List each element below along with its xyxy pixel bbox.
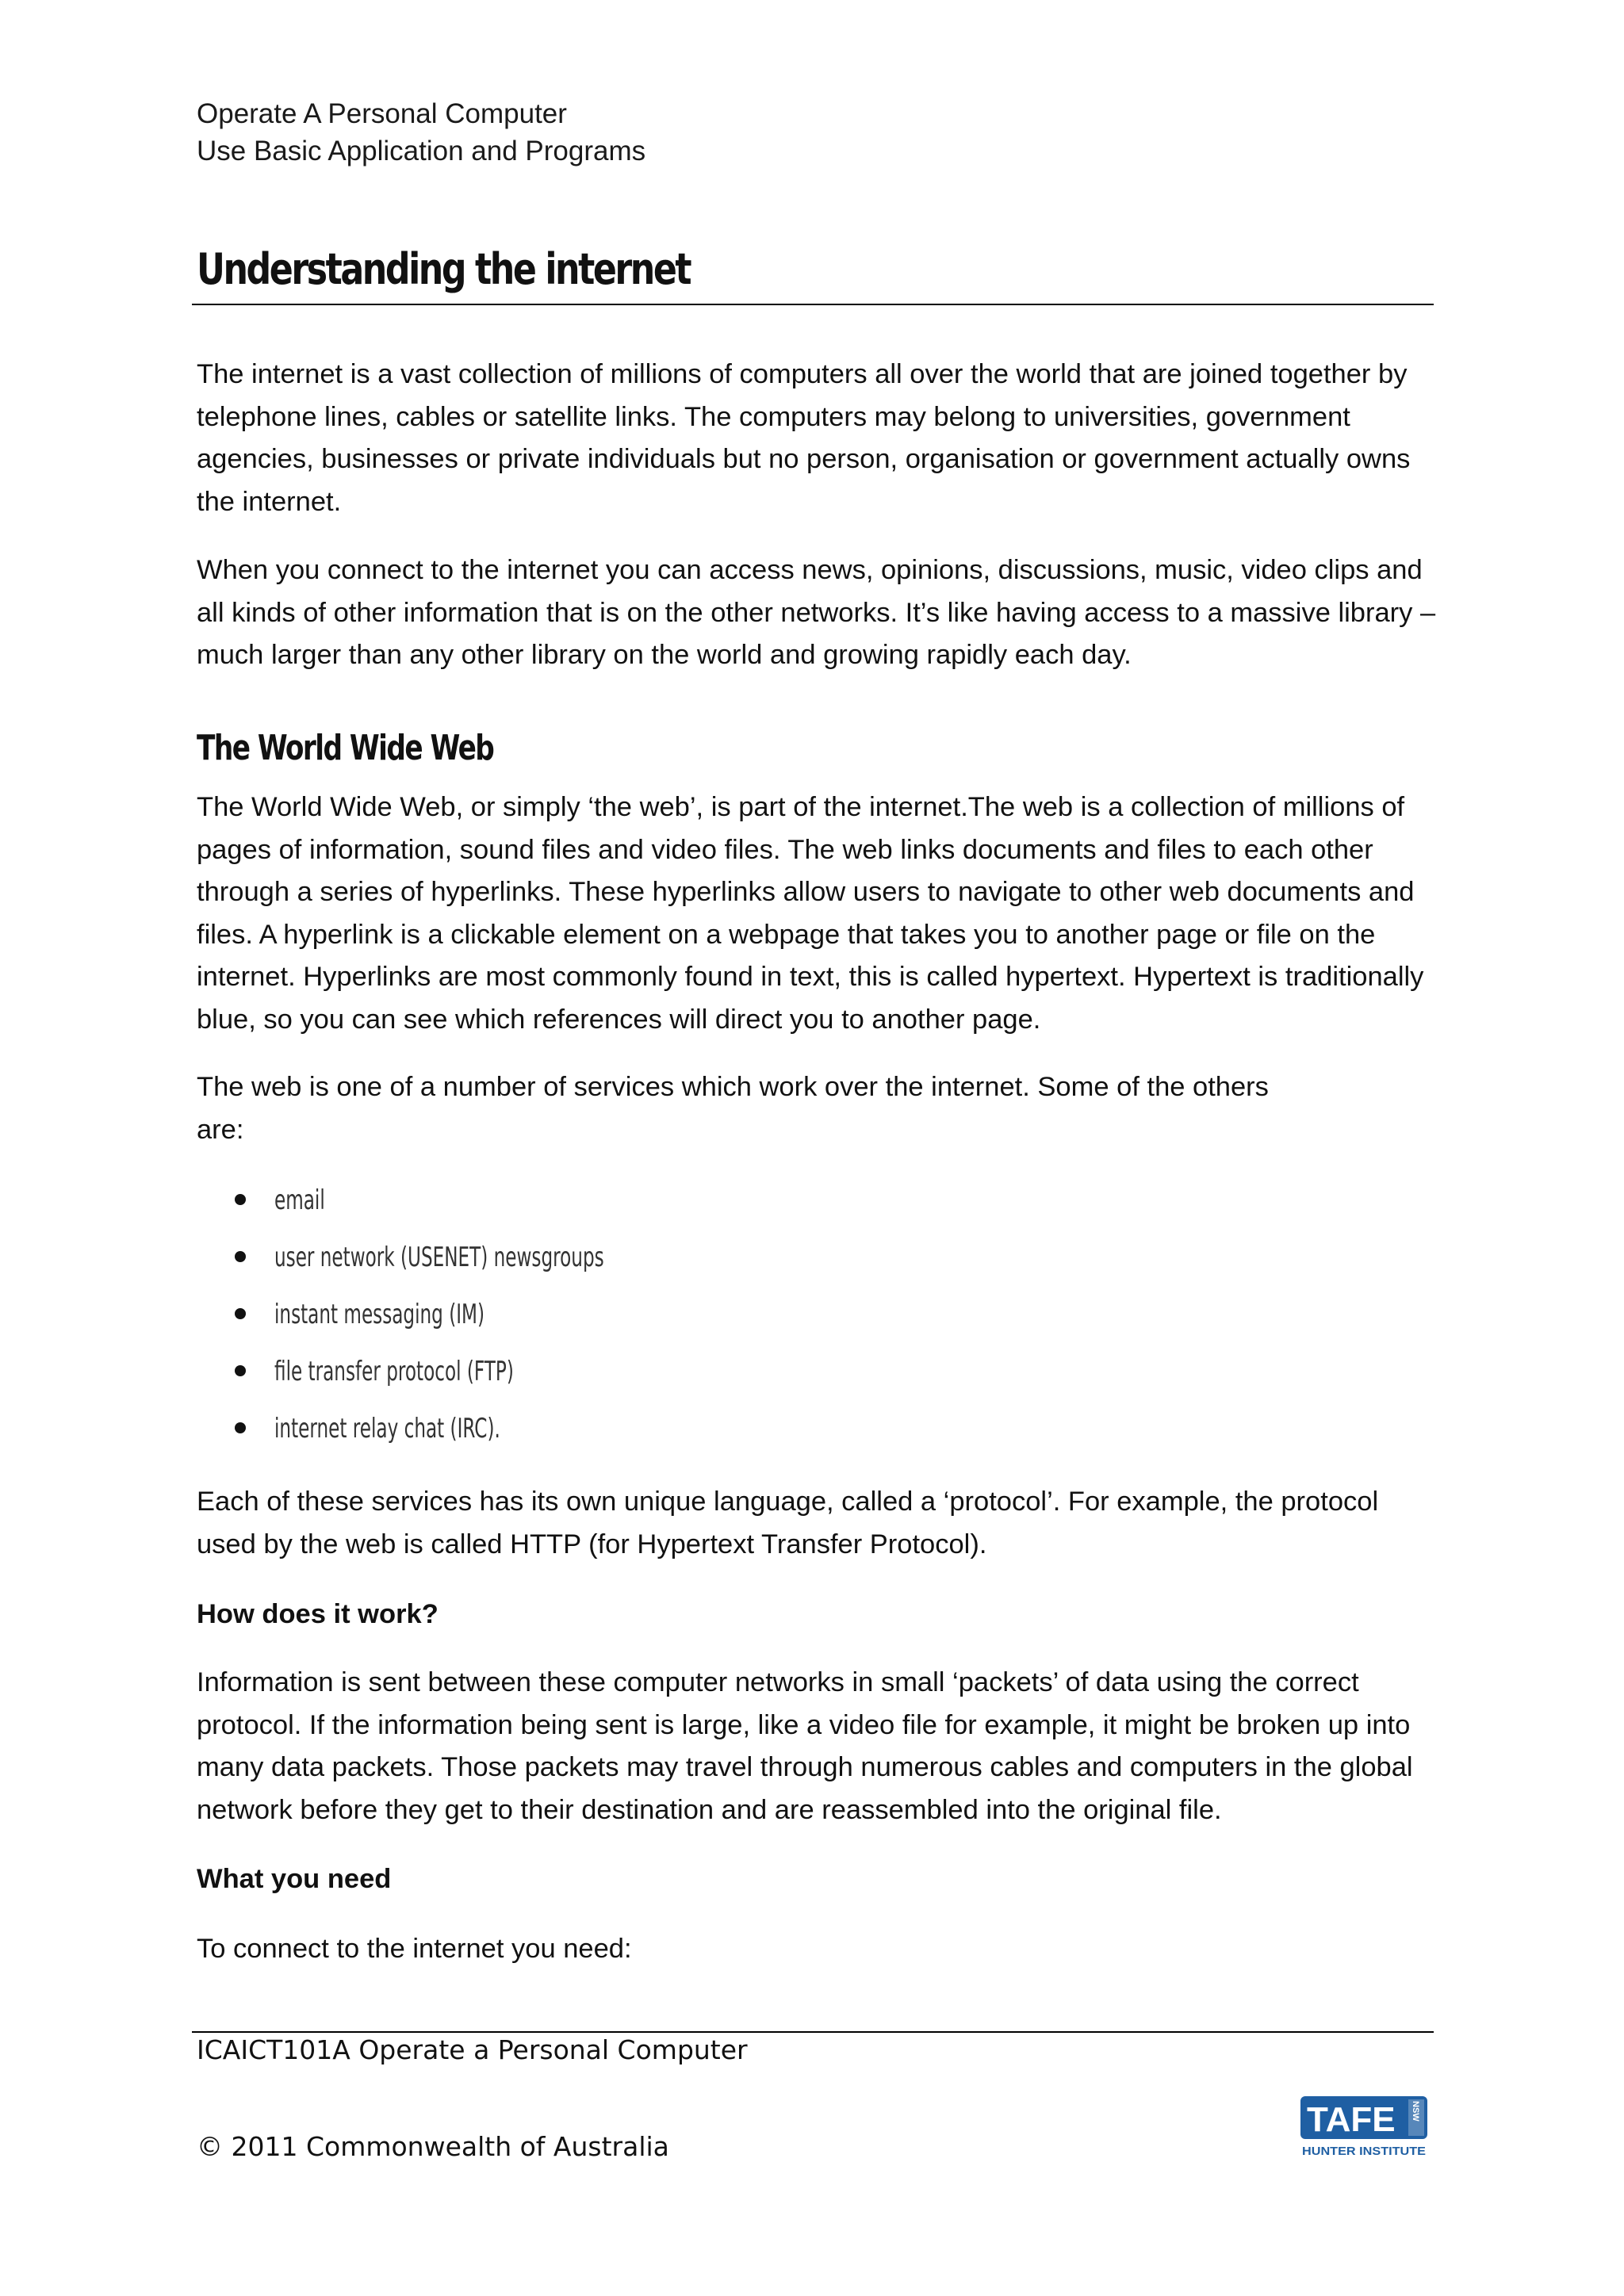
- bullet-icon: [235, 1365, 246, 1376]
- list-item-text: user network (USENET) newsgroups: [274, 1242, 604, 1273]
- bullet-icon: [235, 1308, 246, 1319]
- logo-main-text: TAFE: [1307, 2100, 1396, 2139]
- www-paragraph-3: Each of these services has its own unique language, called a ‘protocol’. For example, the protocol used by the web is called HTTP (for Hypertext Transfer Protocol).: [197, 1487, 1379, 1559]
- list-item-text: file transfer protocol (FTP): [274, 1356, 514, 1387]
- list-item: [235, 1406, 759, 1464]
- how-paragraph: Information is sent between these computer networks in small ‘packets’ of data using the correct protocol. If the information being sent is large, like a video file for example, it might be broken up into many data packets. Those packets may travel through numerous cables and computers in the global network before they get to their destination and are reassembled into the original file.: [197, 1667, 1413, 1825]
- list-item-text: internet relay chat (IRC).: [274, 1413, 500, 1445]
- need-paragraph: To connect to the internet you need:: [197, 1934, 632, 1964]
- intro-paragraph-1: The internet is a vast collection of millions of computers all over the world that are joined together by telephone lines, cables or satellite links. The computers may belong to universities, government agencies, businesses or private individuals but no person, organisation or government actually owns the internet.: [197, 359, 1411, 517]
- running-header: [197, 95, 645, 170]
- list-item: [235, 1349, 759, 1406]
- header-course-title: Operate A Personal Computer: [197, 98, 567, 129]
- footer-copyright: © 2011 Commonwealth of Australia: [197, 2131, 669, 2162]
- subheading-how-it-works: How does it work?: [197, 1599, 439, 1629]
- intro-paragraph-2: When you connect to the internet you can access news, opinions, discussions, music, video clips and all kinds of other information that is on the other networks. It’s like having access to a massive library – much larger than any other library on the world and growing rapidly each day.: [197, 555, 1436, 670]
- footer-course-code: ICAICT101A Operate a Personal Computer: [197, 2034, 748, 2065]
- list-item-text: email: [274, 1184, 325, 1216]
- bullet-icon: [235, 1422, 246, 1433]
- logo-side-text: NSW: [1411, 2101, 1420, 2122]
- subheading-what-you-need: What you need: [197, 1864, 392, 1894]
- bullet-icon: [235, 1194, 246, 1205]
- list-item-text: instant messaging (IM): [274, 1299, 485, 1330]
- tafe-logo: [1297, 2095, 1431, 2160]
- title-divider: [192, 304, 1434, 305]
- footer-divider: [192, 2031, 1434, 2033]
- page-title: Understanding the internet: [197, 244, 691, 294]
- section-heading-www: The World Wide Web: [197, 728, 494, 768]
- list-item: [235, 1235, 759, 1292]
- list-item: [235, 1292, 759, 1349]
- logo-subtitle: HUNTER INSTITUTE: [1302, 2145, 1426, 2158]
- list-item: [235, 1178, 759, 1235]
- www-paragraph-1: The World Wide Web, or simply ‘the web’, is part of the internet.The web is a collection of millions of pages of information, sound files and video files. The web links documents and files to each other through a series of hyperlinks. These hyperlinks allow users to navigate to other web documents and files. A hyperlink is a clickable element on a webpage that takes you to another page or file on the internet. Hyperlinks are most commonly found in text, this is called hypertext. Hypertext is traditionally blue, so you can see which references will direct you to another page.: [197, 792, 1424, 1035]
- www-paragraph-2: The web is one of a number of services which work over the internet. Some of the others are:: [197, 1072, 1269, 1145]
- bullet-icon: [235, 1251, 246, 1262]
- services-list: [235, 1178, 759, 1464]
- header-unit-title: Use Basic Application and Programs: [197, 136, 646, 166]
